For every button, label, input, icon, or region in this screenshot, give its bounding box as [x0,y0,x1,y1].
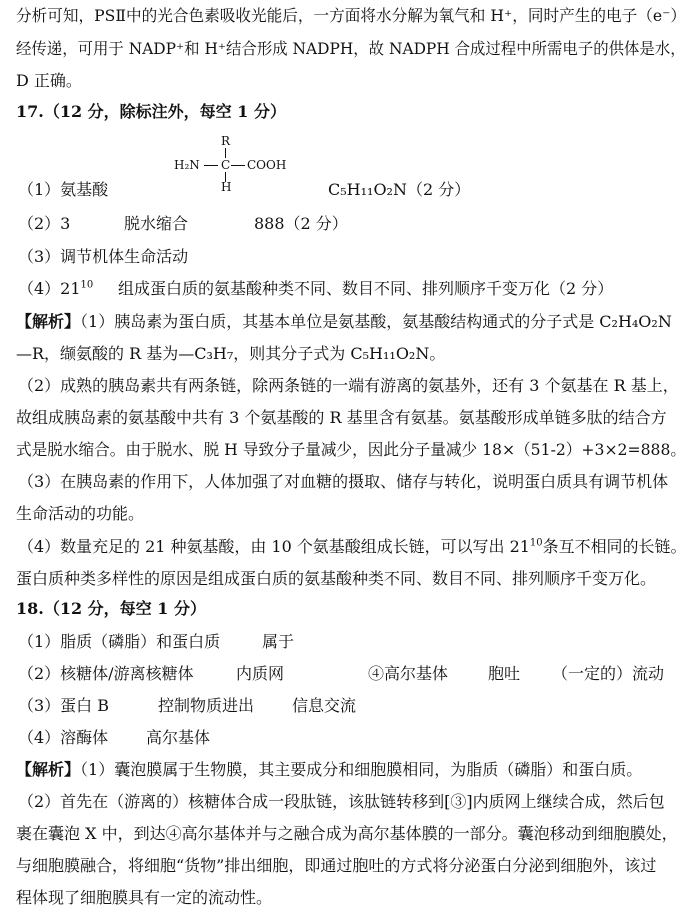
answer-18-3a: （3）蛋白 B [18,696,110,715]
explanation-tag: 【解析】 [16,312,81,331]
text-line: 裹在囊泡 X 中，到达④高尔基体并与之融合成为高尔基体膜的一部分。囊泡移动到细胞膜处， [16,824,678,843]
explanation-tag: 【解析】 [16,760,81,779]
explanation-17-4 [18,537,686,557]
answer-18-2e: （一定的）流动 [552,664,665,683]
structure-r: R [221,134,231,148]
text-line: 生命活动的功能。 [16,504,145,523]
text-line: （2）成熟的胰岛素共有两条链，除两条链的一端有游离的氨基外，还有 3 个氨基在 R 基上， [18,376,679,395]
answer-17-3: （3）调节机体生命活动 [18,247,189,266]
amino-acid-structure [170,134,310,194]
answer-18-2b: 内质网 [236,664,285,683]
answer-18-1b: 属于 [262,632,295,651]
answer-18-3b: 控制物质进出 [158,696,255,715]
superscript: 10 [529,537,543,549]
answer-17-4-rest: 组成蛋白质的氨基酸种类不同、数目不同、排列顺序千变万化（2 分） [118,279,614,298]
structure-c: C [221,158,231,172]
structure-left: H₂N [174,158,200,172]
text-line: （3）在胰岛素的作用下，人体加强了对血糖的摄取、储存与转化，说明蛋白质具有调节机体 [18,472,669,491]
text-line: 分析可知，PSⅡ中的光合色素吸收光能后，一方面将水分解为氧气和 H⁺，同时产生的电子（e⁻） [16,6,687,25]
answer-17-2-mid: 脱水缩合 [124,214,189,233]
text-segment: 条互不相同的长链。 [542,537,687,556]
text-line: —R，缬氨酸的 R 基为—C₃H₇，则其分子式为 C₅H₁₁O₂N。 [16,344,446,363]
text-line: 与细胞膜融合，将细胞“货物”排出细胞，即通过胞吐的方式将分泌蛋白分泌到细胞外，该过 [16,856,657,875]
answer-18-2c: ④高尔基体 [368,664,449,683]
text-segment: （4）数量充足的 21 种氨基酸，由 10 个氨基酸组成长链，可以写出 21 [18,537,530,556]
bond-line [231,165,245,166]
explanation-text: （1）囊泡膜属于生物膜，其主要成分和细胞膜相同，为脂质（磷脂）和蛋白质。 [80,760,643,779]
answer-18-1a: （1）脂质（磷脂）和蛋白质 [18,632,221,651]
bond-line [204,165,218,166]
answer-18-4b: 高尔基体 [146,728,211,747]
answer-17-1-label: （1）氨基酸 [18,180,109,199]
explanation-17-1 [16,312,672,332]
answer-18-4a: （4）溶酶体 [18,728,109,747]
answer-17-2-label: （2）3 [18,214,71,233]
structure-h: H [221,180,232,194]
answer-17-1-formula: C₅H₁₁O₂N（2 分） [328,180,471,199]
question-17-header: 17.（12 分，除标注外，每空 1 分） [16,102,286,121]
explanation-text: （1）胰岛素为蛋白质，其基本单位是氨基酸，氨基酸结构通式的分子式是 C₂H₄O₂N [80,312,672,331]
answer-17-4-sup: 10 [80,279,94,291]
answer-18-3c: 信息交流 [292,696,357,715]
answer-17-2-right: 888（2 分） [254,214,348,233]
text-line: 经传递，可用于 NADP⁺和 H⁺结合形成 NADPH，故 NADPH 合成过程中所需电子的供体是水， [16,39,686,58]
text-line: 式是脱水缩合。由于脱水、脱 H 导致分子量减少，因此分子量减少 18×（51-2）+3×2=888。 [16,440,687,459]
answer-17-4 [18,279,93,299]
text-line: 故组成胰岛素的氨基酸中共有 3 个氨基酸的 R 基里含有氨基。氨基酸形成单链多肽的结合方 [16,408,667,427]
text-line: 蛋白质种类多样性的原因是组成蛋白质的氨基酸种类不同、数目不同、排列顺序千变万化。 [16,569,657,588]
answer-17-4-prefix: （4）21 [18,279,81,298]
question-18-header: 18.（12 分，每空 1 分） [16,599,206,618]
bond-line [225,148,226,158]
text-line: 程体现了细胞膜具有一定的流动性。 [16,888,273,907]
text-line: （2）首先在（游离的）核糖体合成一段肽链，该肽链转移到[③]内质网上继续合成，然后包 [18,792,665,811]
explanation-18-1 [16,760,642,780]
answer-18-2d: 胞吐 [488,664,521,683]
answer-18-2a: （2）核糖体/游离核糖体 [18,664,194,683]
structure-right: COOH [247,158,287,172]
text-line: D 正确。 [16,71,82,90]
